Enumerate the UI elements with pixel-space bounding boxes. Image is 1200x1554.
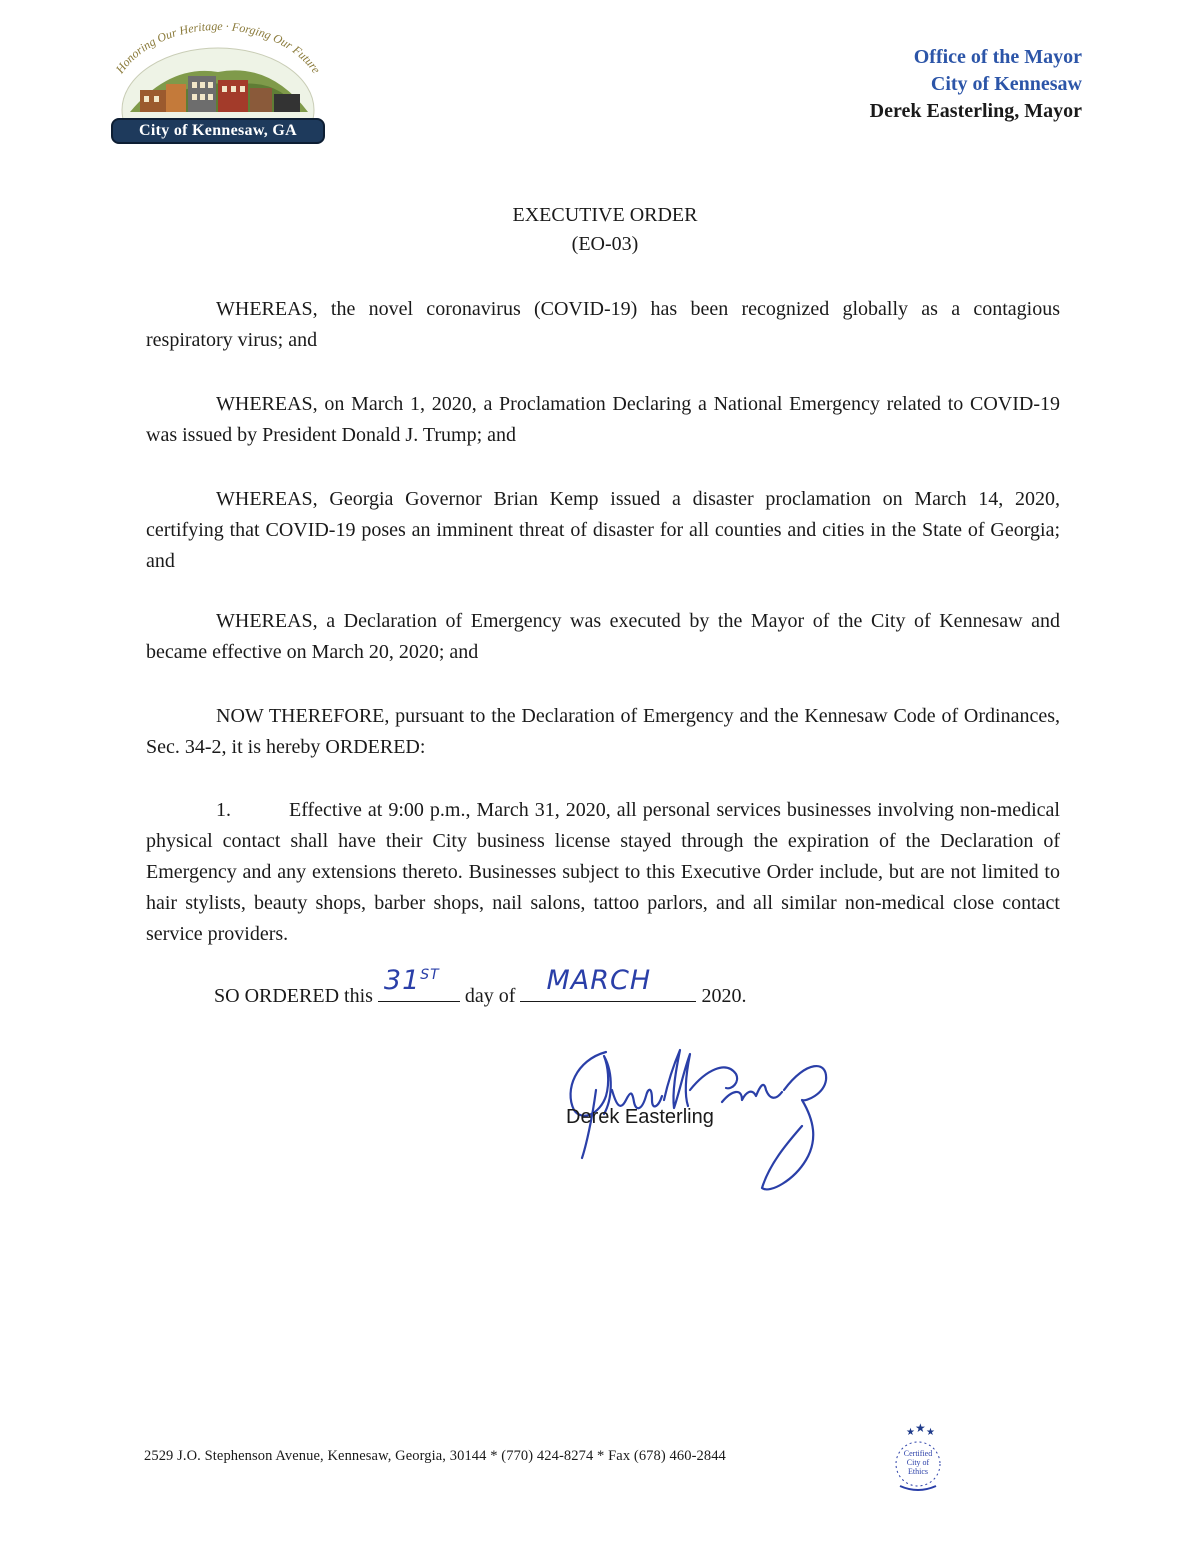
whereas-paragraph-2 (146, 389, 1060, 451)
whereas-paragraph-1 (146, 294, 1060, 356)
letterhead (870, 44, 1082, 125)
order-item-1 (146, 795, 1060, 950)
paragraph-text: WHEREAS, on March 1, 2020, a Proclamation Declaring a National Emergency related to COVID-19 was issued by President Donald J. Trump; and (146, 393, 1060, 446)
so-ordered-prefix: SO ORDERED this (214, 985, 373, 1007)
city-logo (100, 14, 336, 148)
star-icon: ★ (915, 1422, 926, 1435)
seal-text-line2: City of (906, 1458, 930, 1467)
paragraph-text: WHEREAS, Georgia Governor Brian Kemp issued a disaster proclamation on March 14, 2020, certifying that COVID-19 poses an imminent threat of disaster for all counties and cities in the State of Georgia; and (146, 488, 1060, 572)
handwritten-day: 31ST (383, 965, 440, 996)
city-name: City of Kennesaw (930, 73, 1082, 95)
document-title (0, 201, 1200, 259)
month-blank (520, 965, 696, 1002)
order-number: (EO-03) (571, 233, 639, 255)
title-heading: EXECUTIVE ORDER (512, 204, 698, 226)
footer-address: 2529 J.O. Stephenson Avenue, Kennesaw, Georgia, 30144 * (770) 424-8274 * Fax (678) 460-2844 (144, 1448, 726, 1464)
paragraph-text: WHEREAS, a Declaration of Emergency was executed by the Mayor of the City of Kennesaw and became effective on March 20, 2020; and (146, 610, 1060, 663)
star-icon: ★ (926, 1427, 935, 1438)
so-ordered-year: 2020. (701, 985, 747, 1007)
handwritten-month: MARCH (546, 965, 652, 996)
mayor-name: Derek Easterling, Mayor (869, 100, 1082, 122)
seal-text-line1: Certified (903, 1449, 933, 1458)
logo-graphic (100, 14, 336, 124)
day-blank (378, 965, 460, 1002)
paragraph-text: NOW THEREFORE, pursuant to the Declaration of Emergency and the Kennesaw Code of Ordinances, Sec. 34-2, it is hereby ORDERED: (146, 705, 1060, 758)
whereas-paragraph-3 (146, 484, 1060, 577)
logo-arc-text: Honoring Our Heritage · Forging Our Future (112, 18, 324, 76)
so-ordered-middle: day of (464, 985, 516, 1007)
now-therefore-paragraph (146, 701, 1060, 763)
star-icon: ★ (906, 1427, 915, 1438)
logo-label: City of Kennesaw, GA (111, 118, 325, 144)
whereas-paragraph-4 (146, 606, 1060, 668)
item-number: 1. (216, 799, 231, 821)
certified-city-of-ethics-seal (880, 1422, 956, 1498)
item-text: Effective at 9:00 p.m., March 31, 2020, all personal services businesses involving non-medical physical contact shall have their City business license stayed through the expiration of the Declaration of Emergency and any extensions thereto. Businesses subject to this Executive Order include, but are not limited to hair stylists, beauty shops, barber shops, nail salons, tattoo parlors, and all similar non-medical close contact service providers. (146, 799, 1060, 945)
so-ordered-line (214, 965, 747, 1014)
seal-text-line3: Ethics (908, 1467, 928, 1476)
paragraph-text: WHEREAS, the novel coronavirus (COVID-19) has been recognized globally as a contagious respiratory virus; and (146, 298, 1060, 351)
signer-name: Derek Easterling (566, 1106, 714, 1128)
office-of-mayor: Office of the Mayor (913, 46, 1082, 68)
